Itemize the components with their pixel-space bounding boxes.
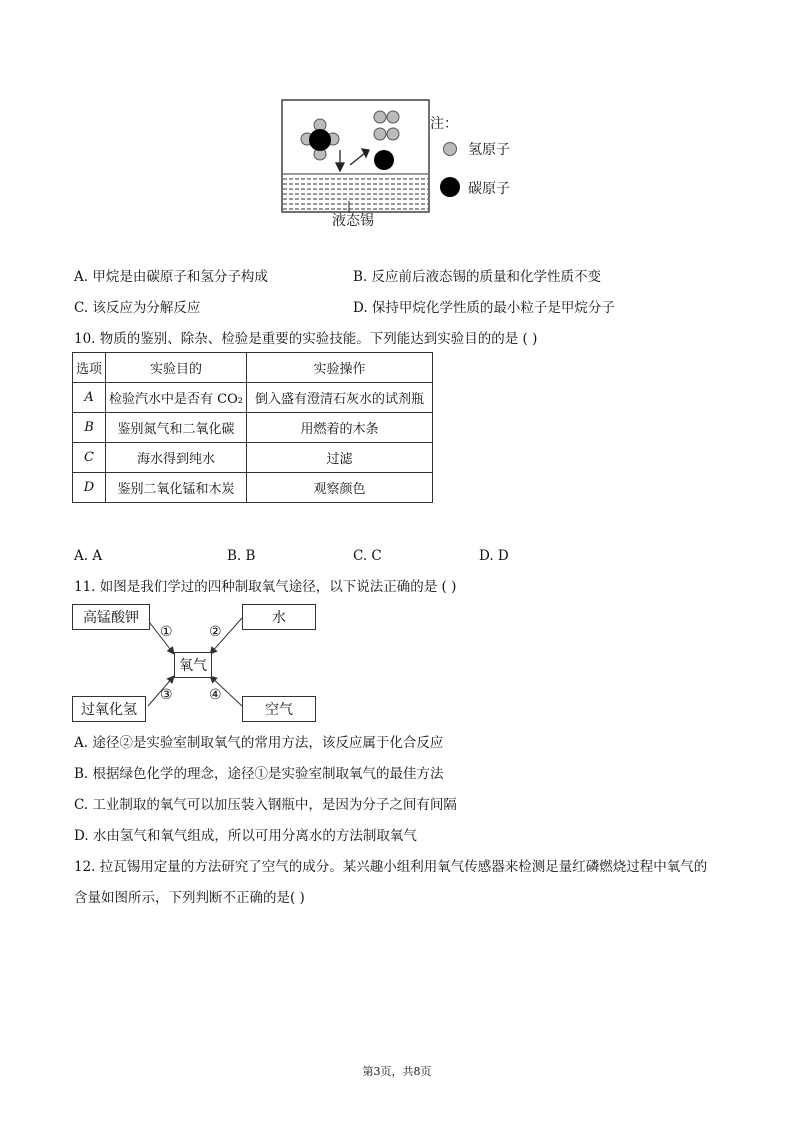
- q9-option-d: D. 保持甲烷化学性质的最小粒子是甲烷分子: [353, 300, 615, 316]
- q12-stem-line2: 含量如图所示，下列判断不正确的是( ): [74, 890, 305, 906]
- row-operation: 观察颜色: [247, 473, 433, 503]
- q11-option-a: A. 途径②是实验室制取氧气的常用方法，该反应属于化合反应: [74, 735, 444, 751]
- q12-stem-line1: 12. 拉瓦锡用定量的方法研究了空气的成分。某兴趣小组利用氧气传感器来检测足量红磷燃烧过程中氧气的: [74, 859, 708, 875]
- down-arrow: [336, 150, 344, 171]
- row-aim: 海水得到纯水: [106, 443, 247, 473]
- q9-option-b: B. 反应前后液态锡的质量和化学性质不变: [353, 269, 602, 285]
- q10-table: [72, 352, 433, 503]
- header-operation: 实验操作: [247, 353, 433, 383]
- q11-option-d: D. 水由氢气和氧气组成，所以可用分离水的方法制取氧气: [74, 828, 417, 844]
- carbon-atom: [374, 150, 394, 170]
- row-option: C: [73, 443, 106, 473]
- table-row: [73, 473, 433, 503]
- water-box: 水: [242, 604, 316, 630]
- container-outline: [282, 100, 429, 212]
- legend-note: 注：: [430, 116, 458, 132]
- legend-hydrogen-icon: [444, 143, 457, 156]
- row-aim: 鉴别二氧化锰和木炭: [106, 473, 247, 503]
- oxygen-paths-diagram: [70, 602, 320, 722]
- row-option: A: [73, 383, 106, 413]
- page-footer: 第3页，共8页: [362, 1065, 432, 1078]
- methane-molecule: [301, 119, 339, 160]
- table-row: [73, 383, 433, 413]
- q10-choice-b: B. B: [227, 548, 256, 564]
- legend-carbon-label: 碳原子: [468, 181, 510, 197]
- liquid-tin-region: [283, 174, 428, 209]
- liquid-tin-label: 液态锡: [332, 213, 374, 229]
- air-box: 空气: [242, 696, 316, 722]
- header-aim: 实验目的: [106, 353, 247, 383]
- oxygen-box: 氧气: [174, 652, 212, 678]
- row-operation: 用燃着的木条: [247, 413, 433, 443]
- q10-choice-c: C. C: [353, 548, 382, 564]
- q11-option-b: B. 根据绿色化学的理念，途径①是实验室制取氧气的最佳方法: [74, 766, 444, 782]
- row-option: D: [73, 473, 106, 503]
- path4-label: ④: [209, 687, 222, 703]
- legend-hydrogen-label: 氢原子: [468, 142, 510, 158]
- q9-option-c: C. 该反应为分解反应: [74, 300, 201, 316]
- row-operation: 过滤: [247, 443, 433, 473]
- q11-option-c: C. 工业制取的氧气可以加压装入钢瓶中，是因为分子之间有间隔: [74, 797, 457, 813]
- q9-option-a: A. 甲烷是由碳原子和氢分子构成: [74, 269, 268, 285]
- row-option: B: [73, 413, 106, 443]
- table-row: [73, 443, 433, 473]
- up-right-arrow: [350, 149, 369, 165]
- hydrogen-molecules: [374, 111, 399, 140]
- table-header-row: [73, 353, 433, 383]
- q10-stem: 10. 物质的鉴别、除杂、检验是重要的实验技能。下列能达到实验目的的是 ( ): [74, 331, 538, 347]
- legend-carbon-icon: [440, 177, 460, 197]
- h2o2-box: 过氧化氢: [72, 696, 146, 722]
- path2-label: ②: [209, 624, 222, 640]
- path1-label: ①: [160, 624, 173, 640]
- row-aim: 检验汽水中是否有 CO₂: [106, 383, 247, 413]
- kmno4-box: 高锰酸钾: [72, 604, 150, 630]
- q11-stem: 11. 如图是我们学过的四种制取氧气途径，以下说法正确的是 ( ): [74, 579, 457, 595]
- q10-choice-a: A. A: [74, 548, 103, 564]
- figure-methane-decomposition: [270, 95, 530, 235]
- header-option: 选项: [73, 353, 106, 383]
- q10-choice-d: D. D: [479, 548, 509, 564]
- table-row: [73, 413, 433, 443]
- path3-label: ③: [160, 687, 173, 703]
- row-operation: 倒入盛有澄清石灰水的试剂瓶: [247, 383, 433, 413]
- row-aim: 鉴别氮气和二氧化碳: [106, 413, 247, 443]
- reaction-diagram-svg: [270, 95, 530, 235]
